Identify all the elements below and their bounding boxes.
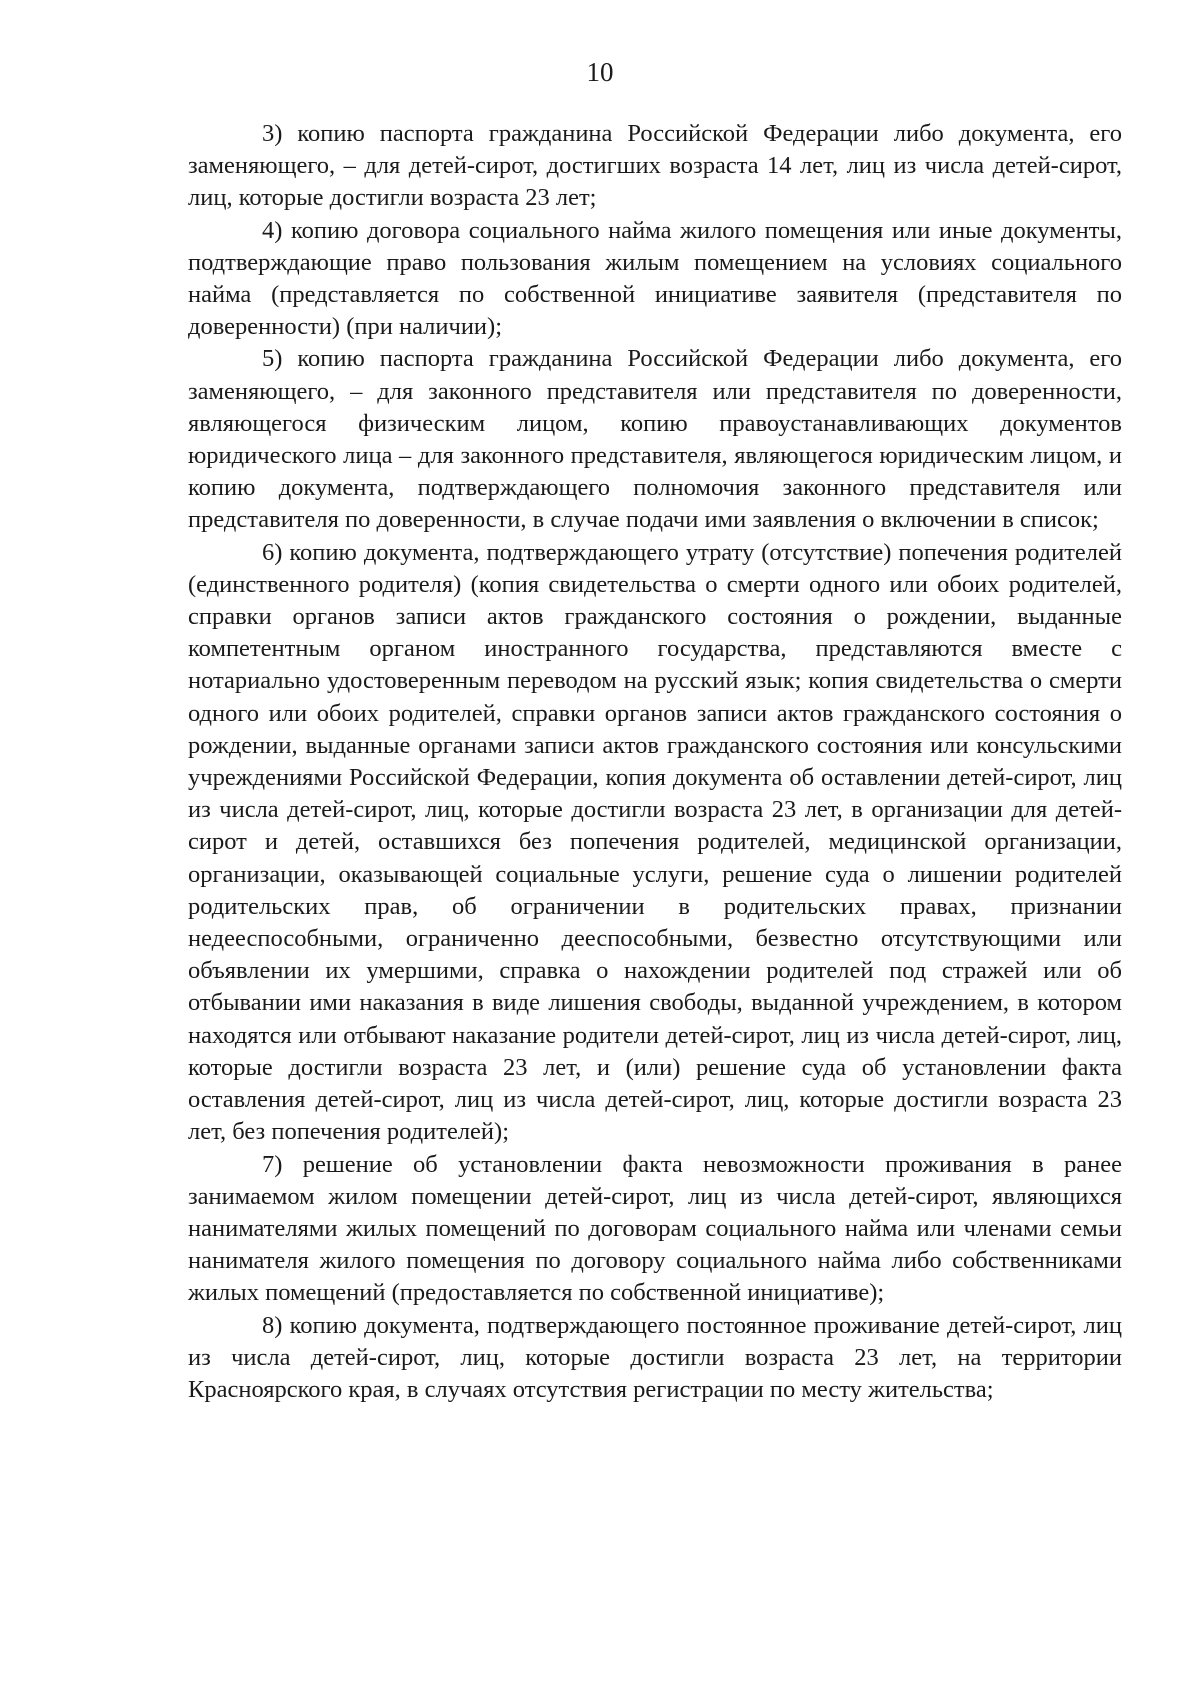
paragraph-item-6: 6) копию документа, подтверждающего утрату (отсутствие) попечения родителей (единственного родителя) (копия свидетельства о смерти одного или обоих родителей, справки органов записи актов гражданского состояния о рождении, выданные компетентным органом иностранного государства, представляются вместе с нотариально удостоверенным переводом на русский язык; копия свидетельства о смерти одного или обоих родителей, справки органов записи актов гражданского состояния о рождении, выданные органами записи актов гражданского состояния или консульскими учреждениями Российской Федерации, копия документа об оставлении детей-сирот, лиц из числа детей-сирот, лиц, которые достигли возраста 23 лет, в организации для детей-сирот и детей, оставшихся без попечения родителей, медицинской организации, организации, оказывающей социальные услуги, решение суда о лишении родителей родительских прав, об ограничении в родительских правах, признании недееспособными, ограниченно дееспособными, безвестно отсутствующими или объявлении их умершими, справка о нахождении родителей под стражей или об отбывании ими наказания в виде лишения свободы, выданной учреждением, в котором находятся или отбывают наказание родители детей-сирот, лиц из числа детей-сирот, лиц, которые достигли возраста 23 лет, и (или) решение суда об установлении факта оставления детей-сирот, лиц из числа детей-сирот, лиц, которые достигли возраста 23 лет, без попечения родителей); bbox=[188, 538, 1122, 1146]
paragraph-item-8: 8) копию документа, подтверждающего постоянное проживание детей-сирот, лиц из числа детей-сирот, лиц, которые достигли возраста 23 лет, на территории Красноярского края, в случаях отсутствия регистрации по месту жительства; bbox=[188, 1311, 1122, 1403]
page-number: 10 bbox=[586, 57, 614, 87]
paragraph-item-4: 4) копию договора социального найма жилого помещения или иные документы, подтверждающие право пользования жилым помещением на условиях социального найма (представляется по собственной инициативе заявителя (представителя по доверенности) (при наличии); bbox=[188, 216, 1122, 341]
paragraph-item-7: 7) решение об установлении факта невозможности проживания в ранее занимаемом жилом помещении детей-сирот, лиц из числа детей-сирот, являющихся нанимателями жилых помещений по договорам социального найма или членами семьи нанимателя жилого помещения по договору социального найма либо собственниками жилых помещений (предоставляется по собственной инициативе); bbox=[188, 1150, 1122, 1307]
paragraph-item-5: 5) копию паспорта гражданина Российской Федерации либо документа, его заменяющего, – для законного представителя или представителя по доверенности, являющегося физическим лицом, копию правоустанавливающих документов юридического лица – для законного представителя, являющегося юридическим лицом, и копию документа, подтверждающего полномочия законного представителя или представителя по доверенности, в случае подачи ими заявления о включении в список; bbox=[188, 345, 1122, 534]
paragraph-item-3: 3) копию паспорта гражданина Российской Федерации либо документа, его заменяющего, – для детей-сирот, достигших возраста 14 лет, лиц из числа детей-сирот, лиц, которые достигли возраста 23 лет; bbox=[188, 120, 1122, 212]
document-body bbox=[188, 118, 1122, 1406]
